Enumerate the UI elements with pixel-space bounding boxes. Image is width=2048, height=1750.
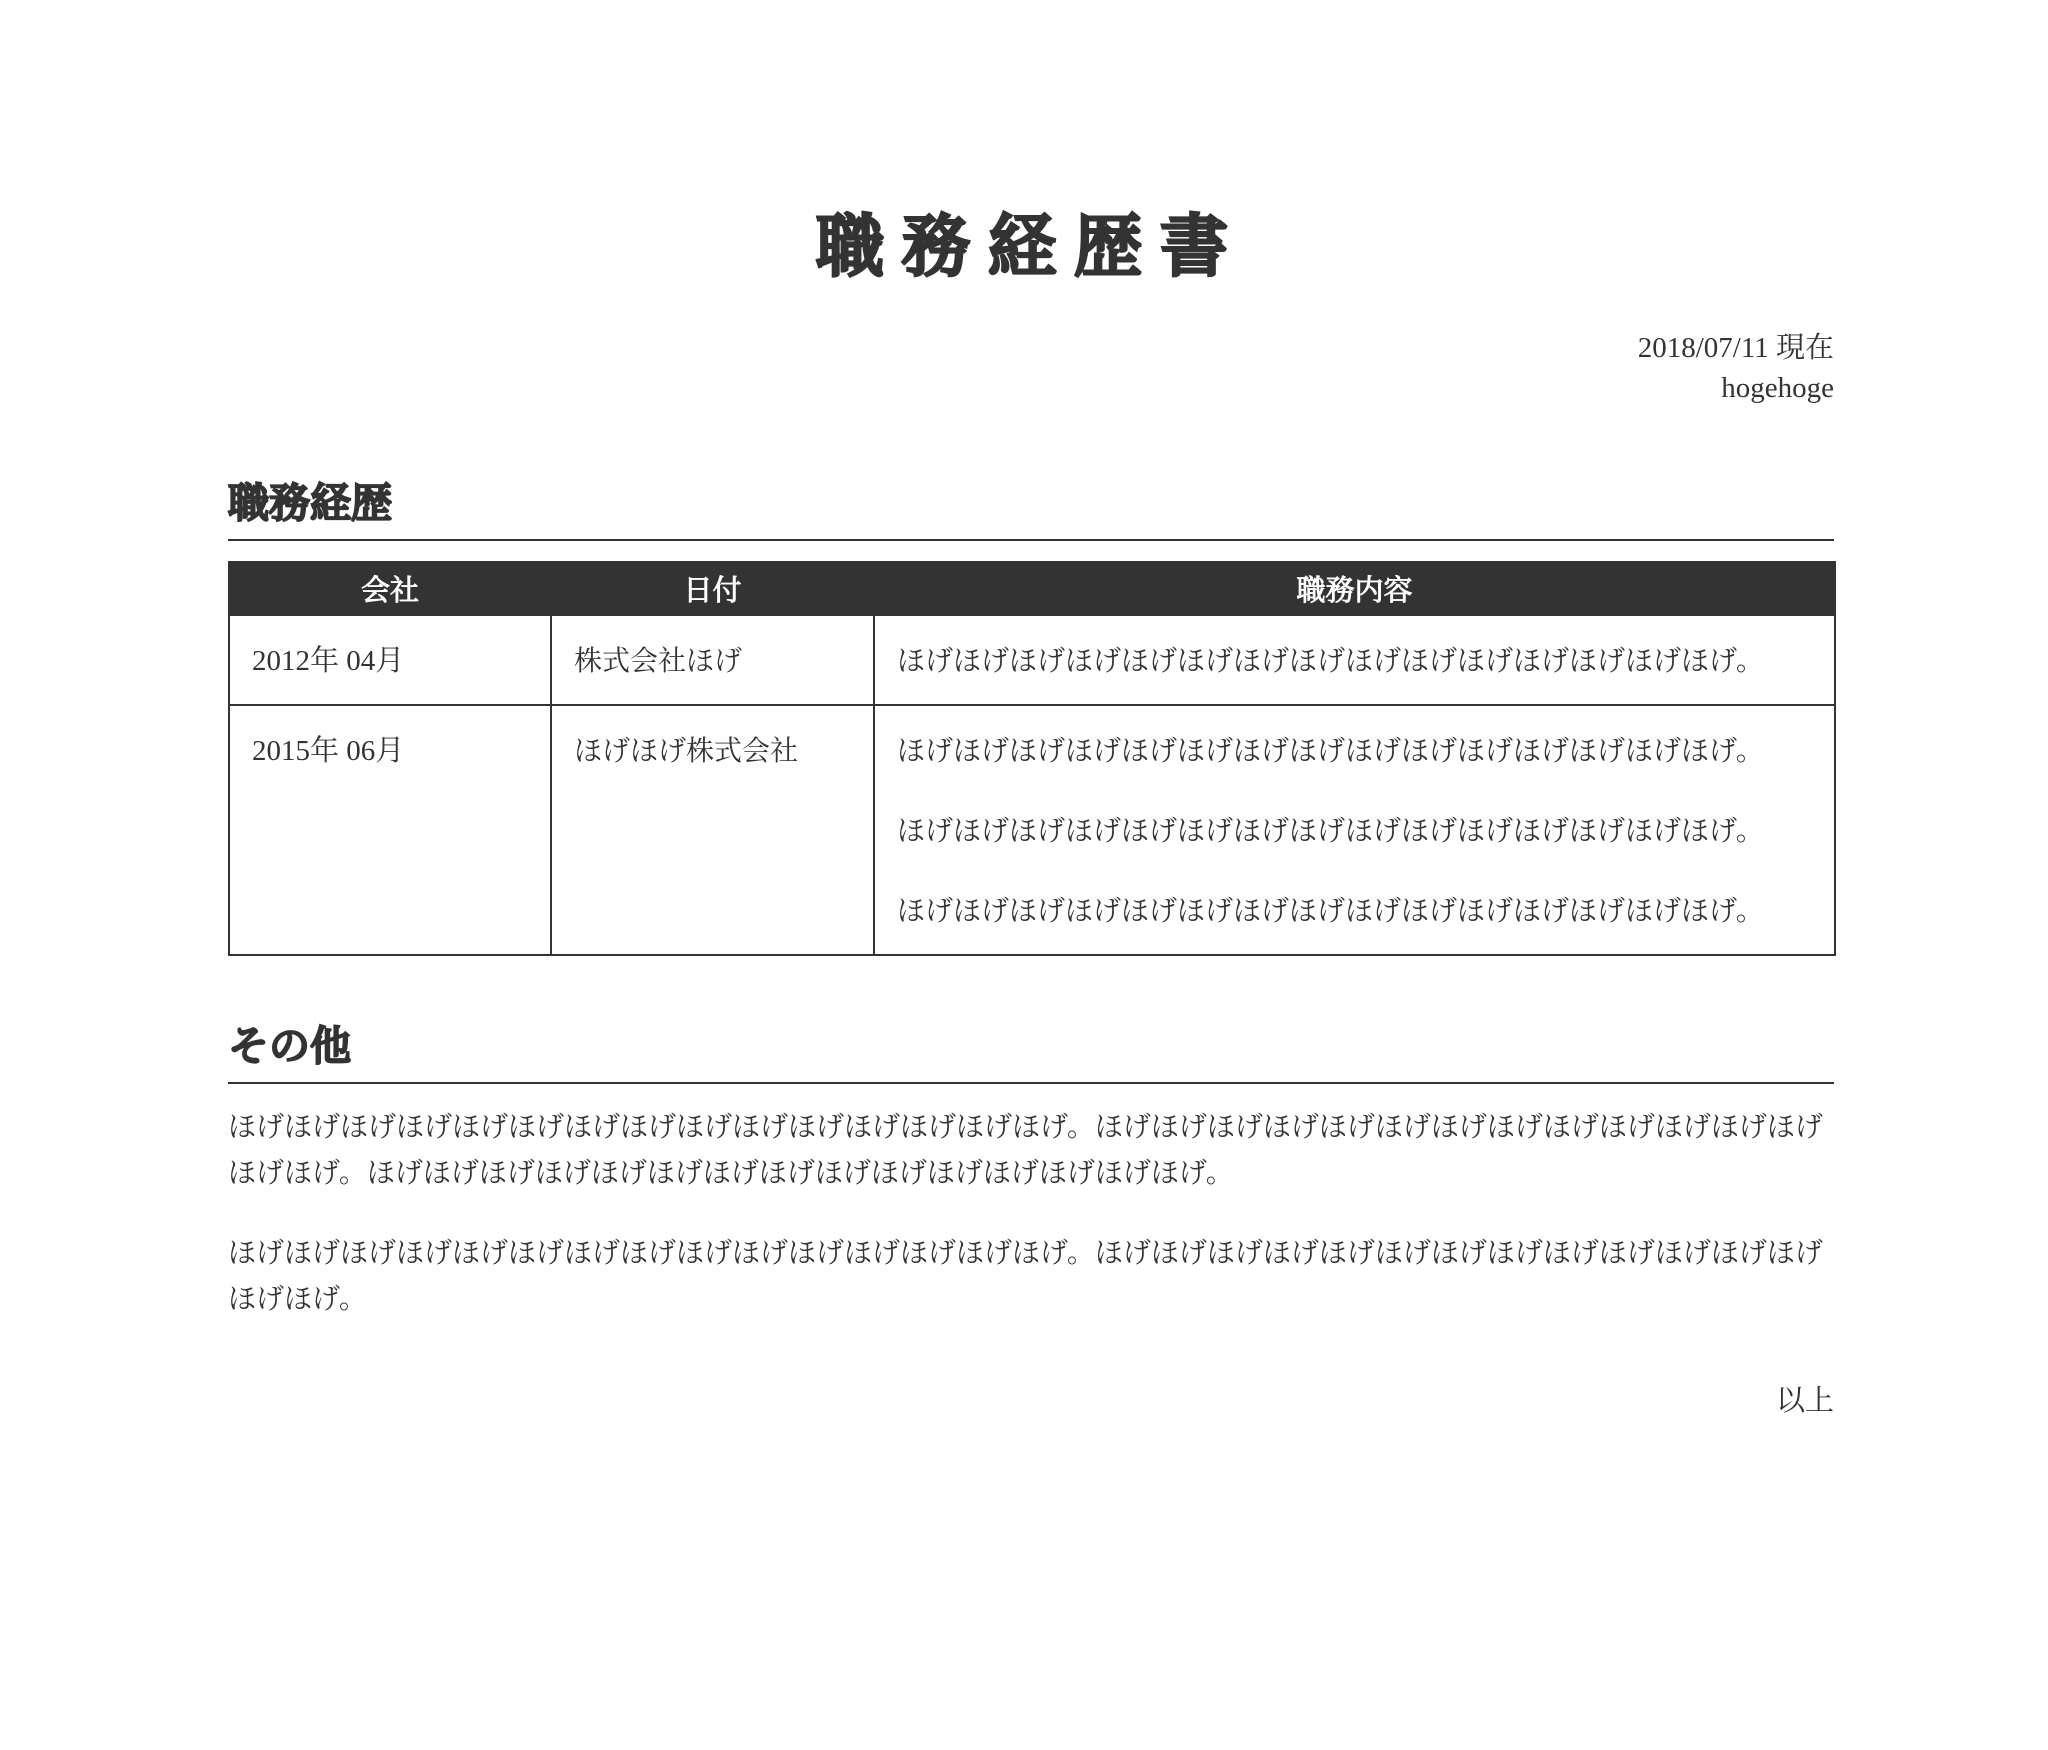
career-heading: 職務経歴 — [228, 475, 1834, 541]
other-paragraph: ほげほげほげほげほげほげほげほげほげほげほげほげほげほげほげ。ほげほげほげほげほげほげほげほげほげほげほげほげほげほげほげ。ほげほげほげほげほげほげほげほげほげほげほげほげほげほげほげ。 — [228, 1110, 1823, 1189]
row-company: 株式会社ほげ — [551, 615, 874, 705]
row-duties — [874, 705, 1835, 955]
closing-text: 以上 — [1775, 1383, 1834, 1417]
as-of-date: 2018/07/11 現在 — [1637, 332, 1834, 364]
author-name: hogehoge — [1721, 372, 1834, 404]
duty-paragraph: ほげほげほげほげほげほげほげほげほげほげほげほげほげほげほげ。 — [897, 644, 1764, 677]
duty-paragraph: ほげほげほげほげほげほげほげほげほげほげほげほげほげほげほげ。 — [897, 734, 1764, 767]
document-title: 職務経歴書 — [815, 208, 1246, 287]
table-row — [229, 705, 1835, 955]
other-heading: その他 — [228, 1018, 1834, 1084]
document-page — [228, 0, 1834, 1420]
career-table — [228, 561, 1836, 956]
column-header-company: 会社 — [229, 562, 551, 615]
row-date: 2012年 04月 — [229, 615, 551, 705]
row-date: 2015年 06月 — [229, 705, 551, 955]
table-row — [229, 615, 1835, 705]
duty-paragraph: ほげほげほげほげほげほげほげほげほげほげほげほげほげほげほげ。 — [897, 894, 1764, 927]
duty-paragraph: ほげほげほげほげほげほげほげほげほげほげほげほげほげほげほげ。 — [897, 814, 1764, 847]
row-duties — [874, 615, 1835, 705]
column-header-duties: 職務内容 — [874, 562, 1835, 615]
other-paragraph: ほげほげほげほげほげほげほげほげほげほげほげほげほげほげほげ。ほげほげほげほげほげほげほげほげほげほげほげほげほげほげほげ。 — [228, 1236, 1823, 1315]
document-meta — [228, 328, 1834, 408]
table-header-row — [229, 562, 1835, 615]
column-header-date: 日付 — [551, 562, 874, 615]
other-body — [228, 1104, 1834, 1322]
row-company: ほげほげ株式会社 — [551, 705, 874, 955]
